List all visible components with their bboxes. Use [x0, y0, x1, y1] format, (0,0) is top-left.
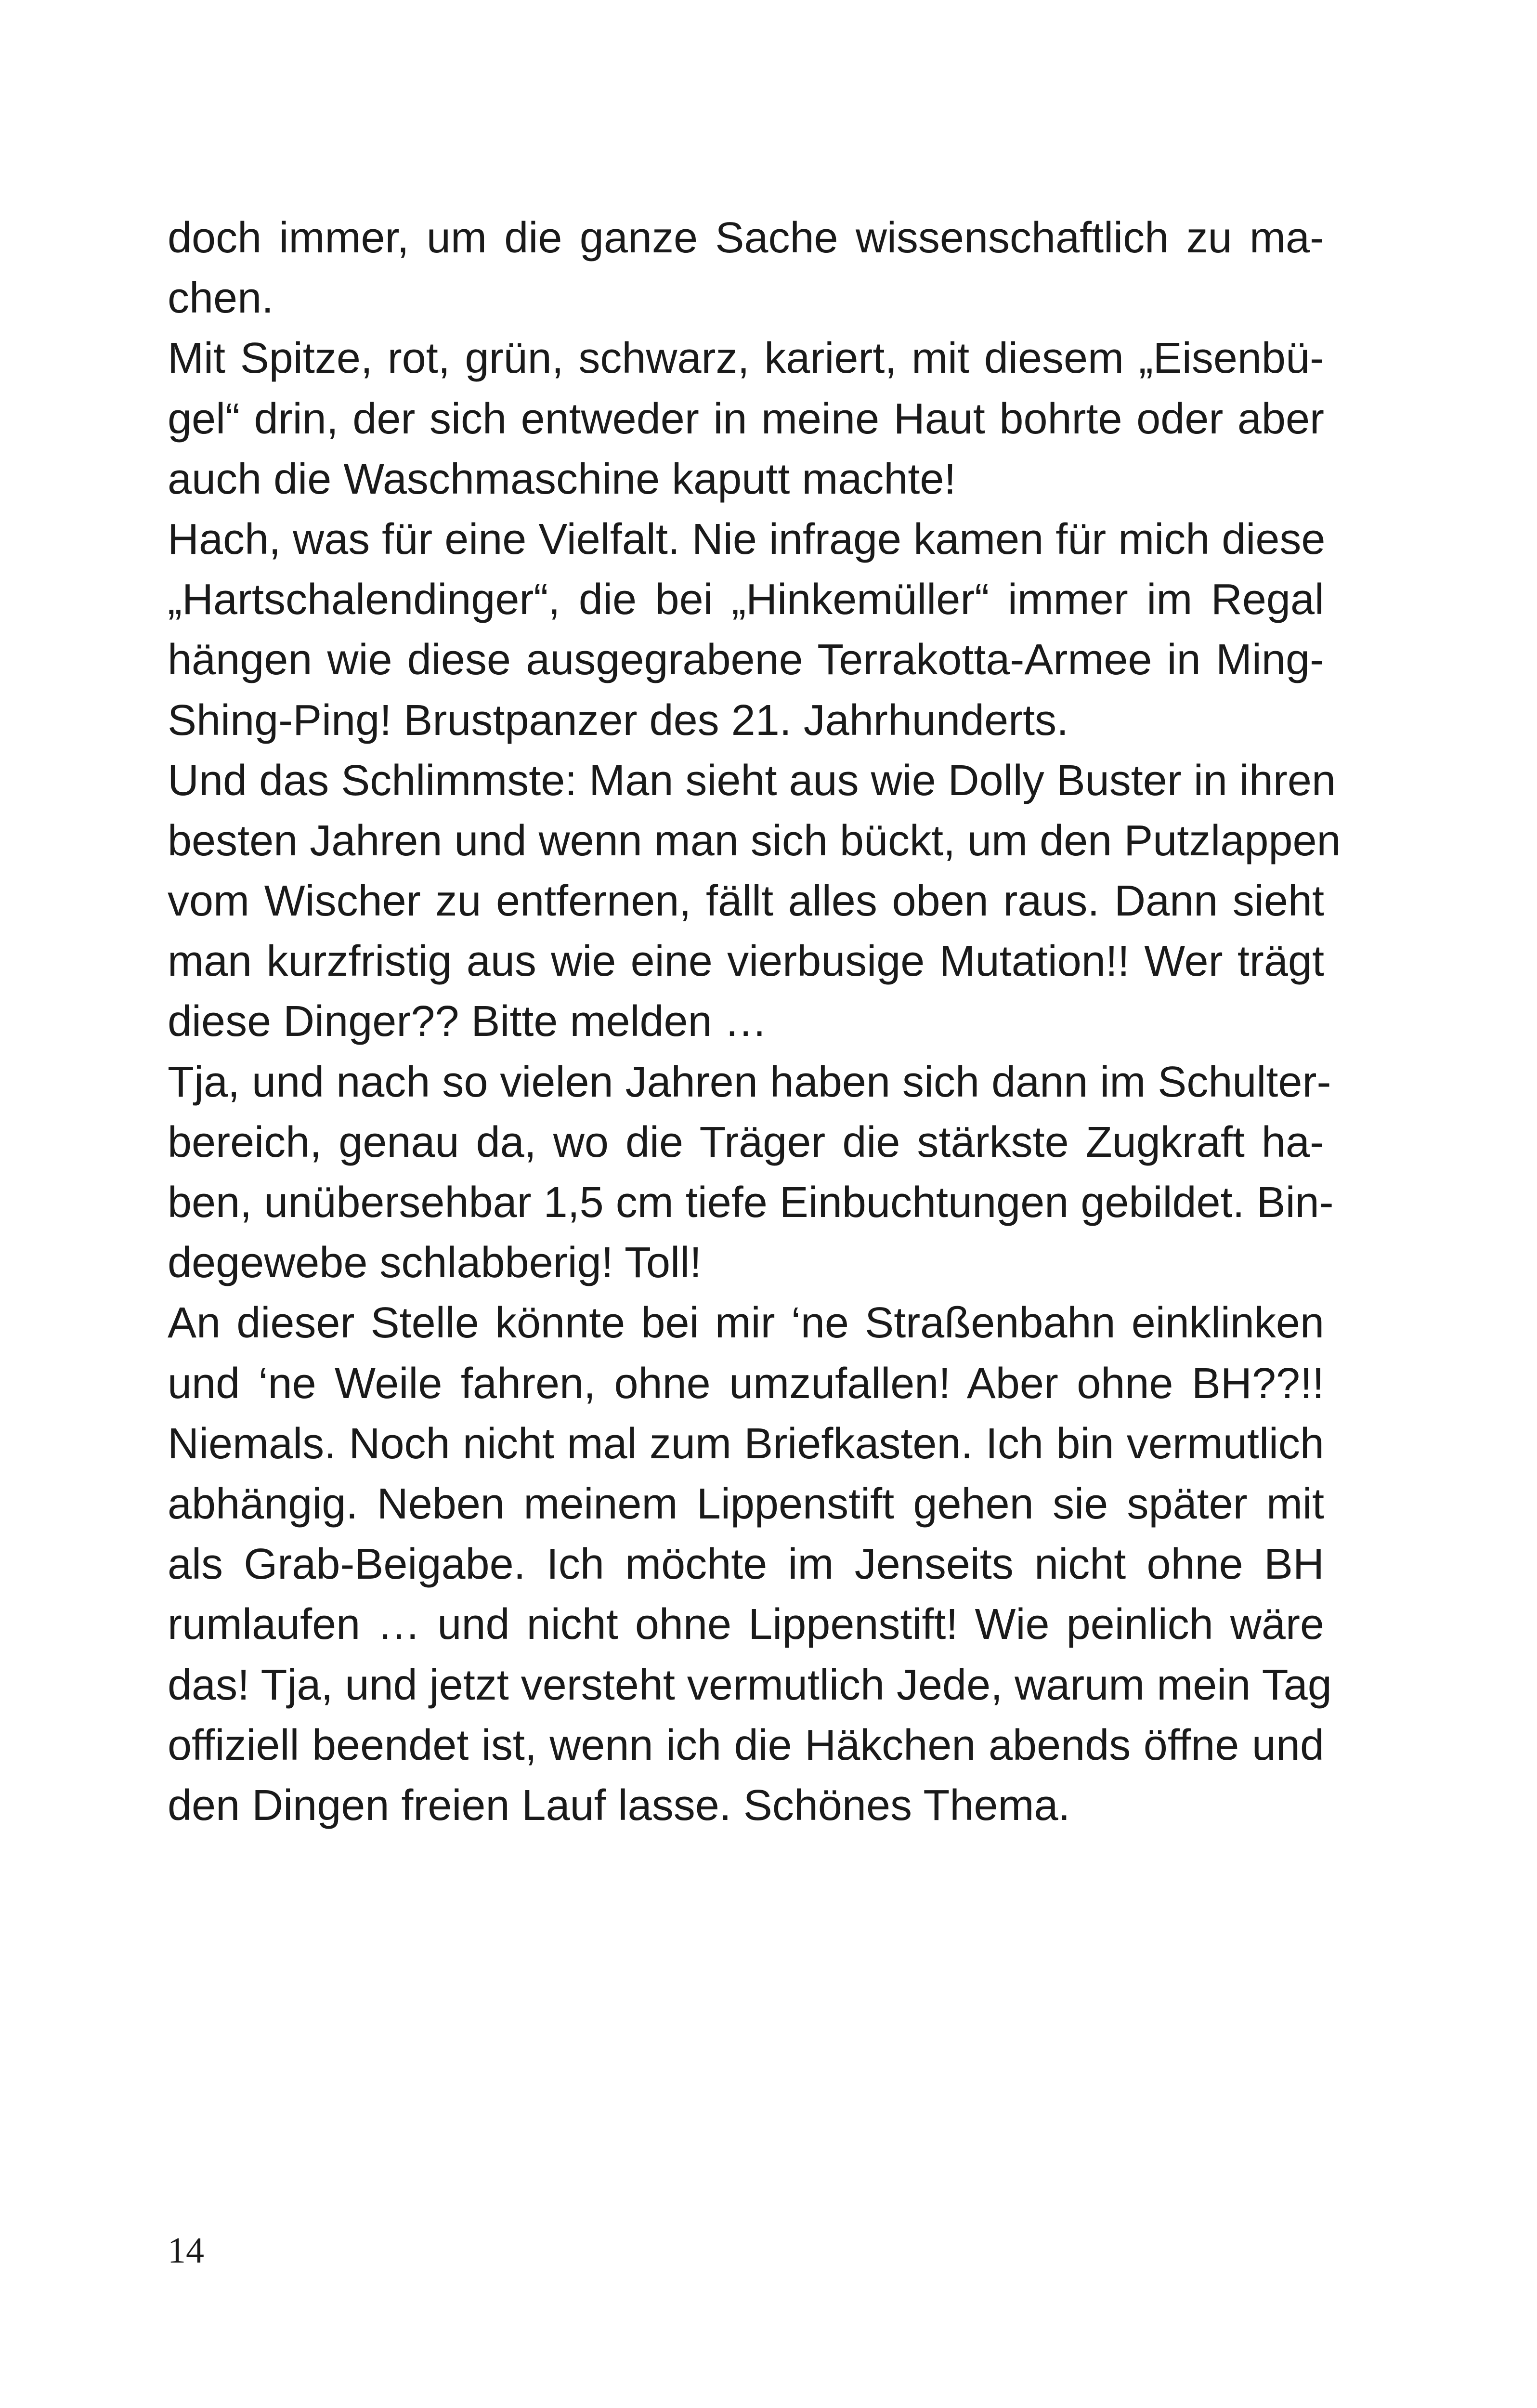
- text-line: Und das Schlimmste: Man sieht aus wie Dolly Buster in ihren: [168, 756, 1336, 805]
- text-line: chen.: [168, 274, 274, 323]
- text-line: bereich, genau da, wo die Träger die stärkste Zugkraft ha-: [168, 1118, 1324, 1166]
- text-line: degewebe schlabberig! Toll!: [168, 1239, 702, 1287]
- text-line: Mit Spitze, rot, grün, schwarz, kariert, mit diesem „Eisenbü-: [168, 334, 1324, 383]
- text-line: Hach, was für eine Vielfalt. Nie infrage kamen für mich diese: [168, 515, 1326, 563]
- text-line: hängen wie diese ausgegrabene Terrakotta-Armee in Ming-: [168, 636, 1324, 684]
- text-line: offiziell beendet ist, wenn ich die Häkchen abends öffne und: [168, 1721, 1324, 1769]
- text-line: diese Dinger?? Bitte melden …: [168, 997, 768, 1046]
- text-line: rumlaufen … und nicht ohne Lippenstift! Wie peinlich wäre: [168, 1600, 1324, 1649]
- text-line: den Dingen freien Lauf lasse. Schönes Thema.: [168, 1781, 1070, 1830]
- text-line: doch immer, um die ganze Sache wissenschaftlich zu ma-: [168, 214, 1324, 262]
- text-line: auch die Waschmaschine kaputt machte!: [168, 455, 956, 503]
- text-line: als Grab-Beigabe. Ich möchte im Jenseits nicht ohne BH: [168, 1540, 1324, 1589]
- text-line: „Hartschalendinger“, die bei „Hinkemüller“ immer im Regal: [168, 576, 1324, 624]
- text-line: abhängig. Neben meinem Lippenstift gehen sie später mit: [168, 1479, 1324, 1528]
- text-line: Niemals. Noch nicht mal zum Briefkasten. Ich bin vermutlich: [168, 1419, 1324, 1468]
- body-text: [168, 208, 1341, 1836]
- page-number: 14: [168, 2230, 204, 2271]
- text-line: An dieser Stelle könnte bei mir ‘ne Straßenbahn einklinken: [168, 1299, 1324, 1348]
- text-line: Shing-Ping! Brustpanzer des 21. Jahrhunderts.: [168, 696, 1069, 745]
- text-line: Tja, und nach so vielen Jahren haben sich dann im Schulter-: [168, 1058, 1331, 1106]
- text-line: gel“ drin, der sich entweder in meine Haut bohrte oder aber: [168, 394, 1324, 443]
- text-line: ben, unübersehbar 1,5 cm tiefe Einbuchtungen gebildet. Bin-: [168, 1178, 1334, 1227]
- text-line: besten Jahren und wenn man sich bückt, um den Putzlappen: [168, 816, 1341, 865]
- text-line: man kurzfristig aus wie eine vierbusige Mutation!! Wer trägt: [168, 937, 1324, 986]
- text-line: und ‘ne Weile fahren, ohne umzufallen! Aber ohne BH??!!: [168, 1359, 1324, 1408]
- text-line: vom Wischer zu entfernen, fällt alles oben raus. Dann sieht: [168, 877, 1324, 926]
- text-line: das! Tja, und jetzt versteht vermutlich Jede, warum mein Tag: [168, 1661, 1332, 1709]
